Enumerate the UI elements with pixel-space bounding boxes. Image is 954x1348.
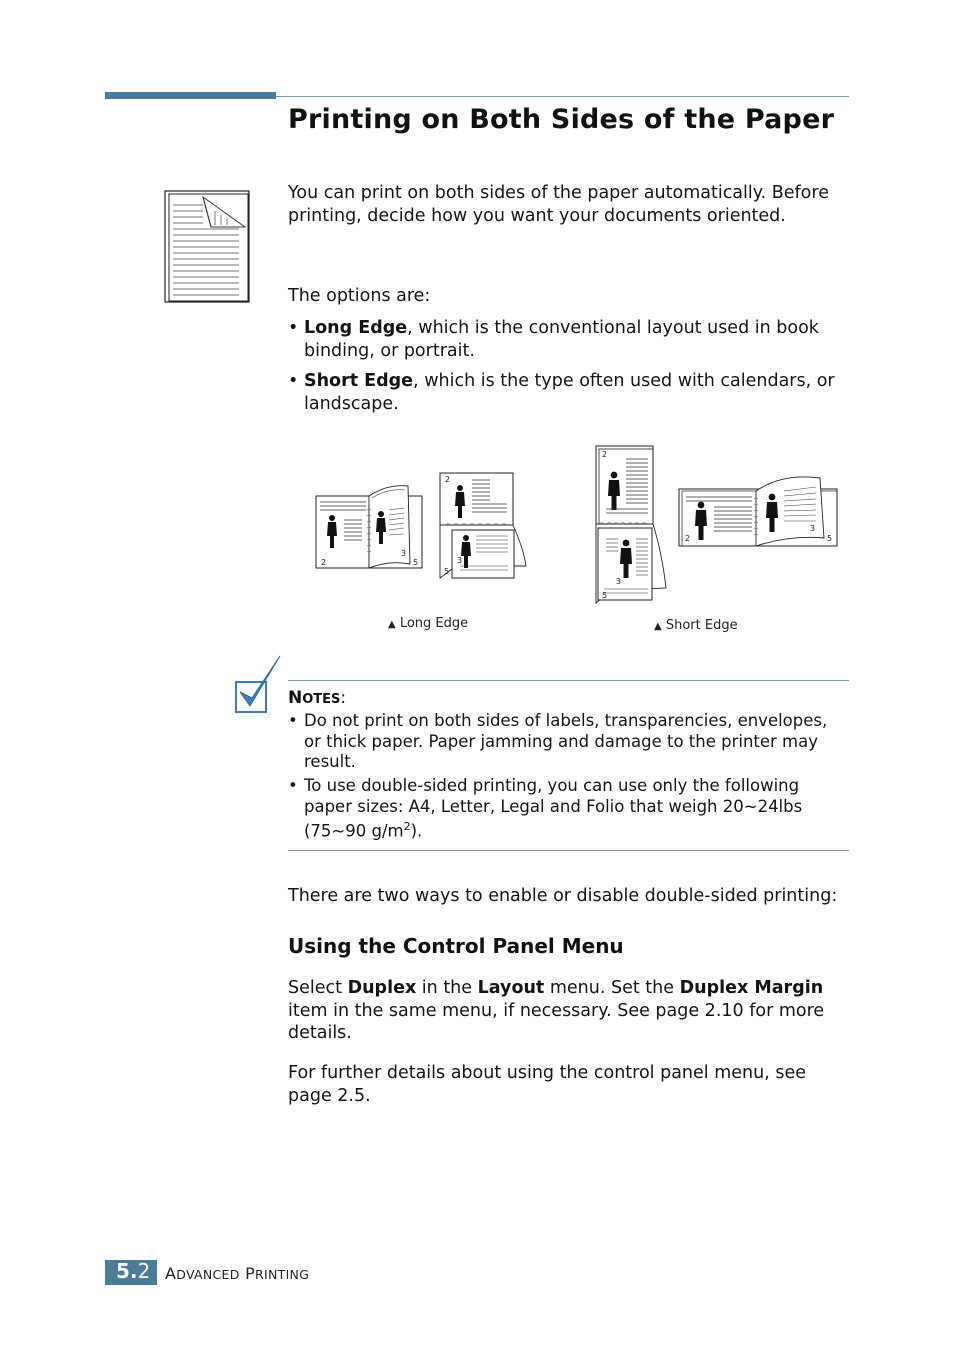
note-item bbox=[288, 776, 843, 842]
bullet-dot: • bbox=[288, 711, 298, 730]
notes-heading-first: N bbox=[288, 688, 303, 708]
caption-marker: ▲ bbox=[388, 619, 396, 630]
page-number: 3 bbox=[810, 524, 816, 533]
short-edge-caption bbox=[654, 618, 738, 633]
page-number: 2 bbox=[602, 450, 608, 459]
bullet-dot: • bbox=[288, 371, 299, 391]
option-desc: , which is the type often used with calendars, or landscape. bbox=[304, 371, 835, 414]
notes-bottom-rule bbox=[288, 850, 849, 851]
page-number: 5 bbox=[602, 591, 608, 600]
text: item in the same menu, if necessary. See page 2.10 for more details. bbox=[288, 1000, 825, 1043]
rest: DVANCED bbox=[176, 1267, 240, 1282]
header-accent-bar bbox=[105, 92, 276, 99]
notes-heading-colon: : bbox=[340, 688, 347, 708]
rest: RINTING bbox=[255, 1267, 310, 1282]
page-number: 2 bbox=[445, 475, 451, 484]
short-edge-illustration bbox=[592, 443, 842, 608]
section-paragraph-2: For further details about using the control panel menu, see page 2.5. bbox=[288, 1063, 806, 1106]
ways-paragraph: There are two ways to enable or disable double-sided printing: bbox=[288, 886, 838, 906]
cap: A bbox=[165, 1264, 177, 1283]
text: Select bbox=[288, 978, 348, 998]
note-text-end: ). bbox=[410, 821, 423, 841]
page-number: 5 bbox=[827, 534, 833, 543]
page-number-label bbox=[116, 1259, 150, 1283]
intro-paragraph: You can print on both sides of the paper automatically. Before printing, decide how you want your documents oriented. bbox=[288, 183, 829, 226]
cap: P bbox=[245, 1264, 256, 1283]
page-number: 2 bbox=[321, 558, 327, 567]
page-number: 3 bbox=[457, 556, 463, 565]
text: in the bbox=[416, 978, 478, 998]
bullet-dot: • bbox=[288, 318, 299, 338]
option-long-edge bbox=[288, 317, 853, 362]
page-number: 5 bbox=[413, 558, 419, 567]
section-heading: Using the Control Panel Menu bbox=[288, 934, 624, 958]
page-number: 2 bbox=[685, 534, 691, 543]
bold-term: Duplex Margin bbox=[679, 978, 824, 998]
notes-heading bbox=[288, 688, 346, 708]
page-number: 3 bbox=[616, 577, 622, 586]
page-number: 5 bbox=[444, 567, 450, 576]
option-desc: , which is the conventional layout used in book binding, or portrait. bbox=[304, 318, 819, 361]
option-term: Long Edge bbox=[304, 318, 408, 338]
page-title: Printing on Both Sides of the Paper bbox=[288, 104, 835, 135]
document-icon bbox=[163, 189, 253, 305]
chapter-number: 5. bbox=[116, 1259, 138, 1283]
footer-section-title bbox=[165, 1264, 309, 1283]
option-term: Short Edge bbox=[304, 371, 414, 391]
option-short-edge bbox=[288, 370, 853, 415]
caption-marker: ▲ bbox=[654, 621, 662, 632]
text: menu. Set the bbox=[544, 978, 680, 998]
long-edge-illustration bbox=[312, 470, 532, 585]
bullet-dot: • bbox=[288, 776, 298, 795]
note-item bbox=[288, 711, 843, 773]
caption-text: Short Edge bbox=[665, 618, 738, 633]
note-superscript: 2 bbox=[403, 820, 411, 833]
page-number: 3 bbox=[401, 549, 407, 558]
note-text: Do not print on both sides of labels, transparencies, envelopes, or thick paper. Paper jamming and damage to the printer may result. bbox=[304, 711, 828, 771]
page-number: 2 bbox=[137, 1259, 151, 1283]
section-paragraph-1 bbox=[288, 977, 850, 1045]
header-rule bbox=[276, 96, 849, 97]
caption-text: Long Edge bbox=[399, 616, 469, 631]
checkmark-icon bbox=[232, 652, 284, 718]
bold-term: Duplex bbox=[347, 978, 417, 998]
notes-top-rule bbox=[288, 680, 849, 681]
long-edge-caption bbox=[388, 616, 468, 631]
note-text: To use double-sided printing, you can use only the following paper sizes: A4, Letter, Legal and Folio that weigh 20~24lbs (75~90 g/m bbox=[304, 776, 803, 841]
bold-term: Layout bbox=[477, 978, 545, 998]
options-intro: The options are: bbox=[288, 286, 431, 306]
notes-heading-rest: OTES bbox=[302, 692, 341, 707]
